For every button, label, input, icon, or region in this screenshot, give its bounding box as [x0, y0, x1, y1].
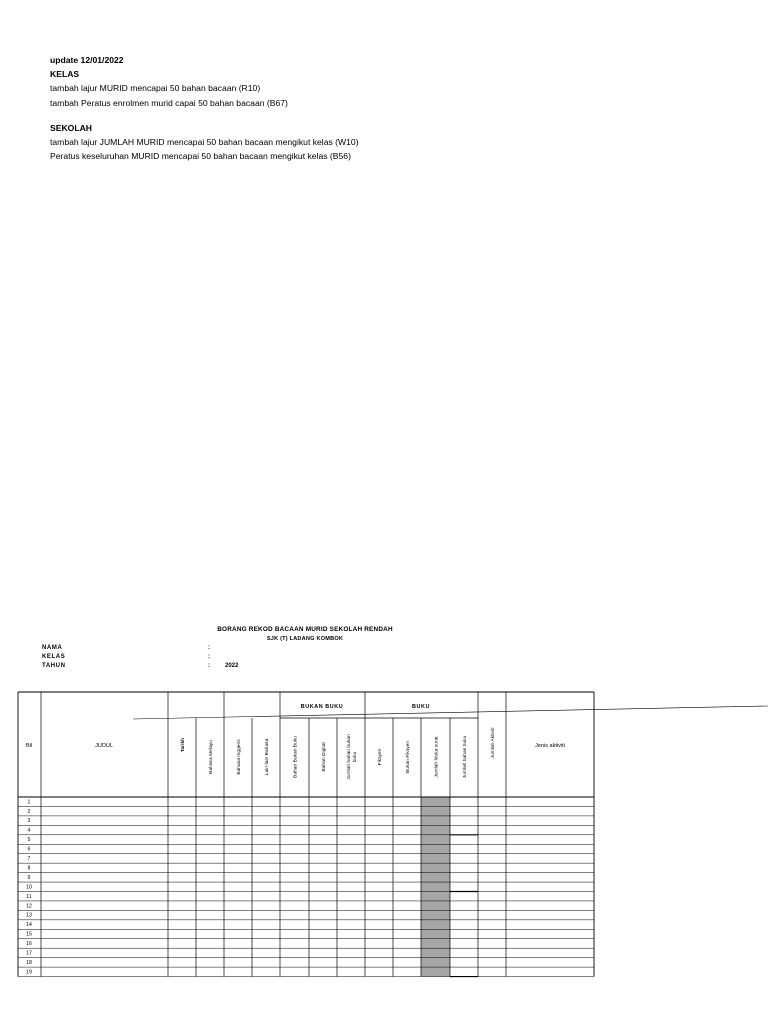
form-title: BORANG REKOD BACAAN MURID SEKOLAH RENDAH: [217, 626, 393, 633]
vertical-header-4: Lain-lain Bahasa: [264, 738, 270, 776]
row-number: 1: [27, 799, 31, 806]
row-number: 12: [26, 903, 32, 910]
field-tahun-colon: :: [208, 663, 210, 669]
group-buku: BUKU: [412, 704, 430, 710]
row-number: 7: [27, 856, 31, 862]
vertical-header-9: Bukan Fiksyen: [405, 740, 411, 774]
sekolah-note-1: tambah lajur JUMLAH MURID mencapai 50 bahan bacaan mengikut kelas (W10): [50, 137, 359, 148]
row-number: 4: [27, 827, 31, 834]
field-nama-label: NAMA: [42, 645, 63, 651]
vertical-header-2: Bahasa Melayu: [208, 740, 214, 774]
row-number: 16: [26, 941, 32, 948]
vertical-header-5: Bahan Bukan Buku: [293, 736, 299, 778]
group-bukan-buku: BUKAN BUKU: [300, 704, 344, 710]
vertical-header-12: Jumlah Aktiviti: [490, 727, 496, 759]
sekolah-note-2: Peratus keseluruhan MURID mencapai 50 bahan bacaan mengikut kelas (B56): [50, 151, 351, 162]
row-number: 11: [26, 893, 32, 900]
row-number: 5: [27, 837, 31, 844]
update-date: update 12/01/2022: [50, 55, 124, 65]
row-number: 9: [27, 874, 31, 881]
field-tahun-label: TAHUN: [42, 663, 66, 669]
row-number: 18: [26, 959, 32, 966]
field-nama-colon: :: [208, 645, 210, 651]
row-number: 10: [26, 884, 32, 891]
vertical-header-11: Jumlah bahan buku: [462, 735, 468, 779]
row-number: 2: [27, 808, 31, 815]
vertical-header-1: Tarikh: [180, 737, 186, 753]
field-kelas-colon: :: [208, 654, 210, 660]
row-number: 19: [26, 969, 32, 976]
vertical-header-6: Bahan Digital: [321, 742, 327, 772]
shaded-column: [421, 797, 450, 977]
row-number: 15: [26, 931, 32, 938]
kelas-note-1: tambah lajur MURID mencapai 50 bahan bacaan (R10): [50, 83, 261, 94]
col-jenis: Jenis aktiviti: [535, 743, 565, 749]
stray-line: [133, 706, 768, 719]
vertical-header-7: Jumlah bahan bukanbuku: [347, 734, 358, 780]
row-number: 3: [27, 818, 31, 825]
vertical-header-10: Jumlah Muka surat: [434, 736, 440, 778]
col-bil: Bil: [25, 743, 33, 749]
row-number: 8: [27, 865, 31, 872]
row-number: 6: [27, 846, 31, 853]
field-tahun-value: 2022: [225, 663, 239, 669]
row-number: 14: [26, 922, 32, 929]
field-kelas-label: KELAS: [42, 654, 66, 660]
vertical-header-8: Fiksyen: [377, 748, 383, 766]
school-name: SJK (T) LADANG KOMBOK: [266, 636, 344, 642]
kelas-note-2: tambah Peratus enrolmen murid capai 50 bahan bacaan (B67): [50, 97, 288, 108]
sekolah-heading: SEKOLAH: [50, 122, 93, 133]
row-number: 13: [26, 912, 32, 919]
kelas-heading: KELAS: [50, 69, 80, 80]
col-judul: JUDUL: [95, 743, 113, 749]
row-number: 17: [26, 950, 32, 957]
vertical-header-3: Bahasa Inggeris: [236, 739, 242, 775]
